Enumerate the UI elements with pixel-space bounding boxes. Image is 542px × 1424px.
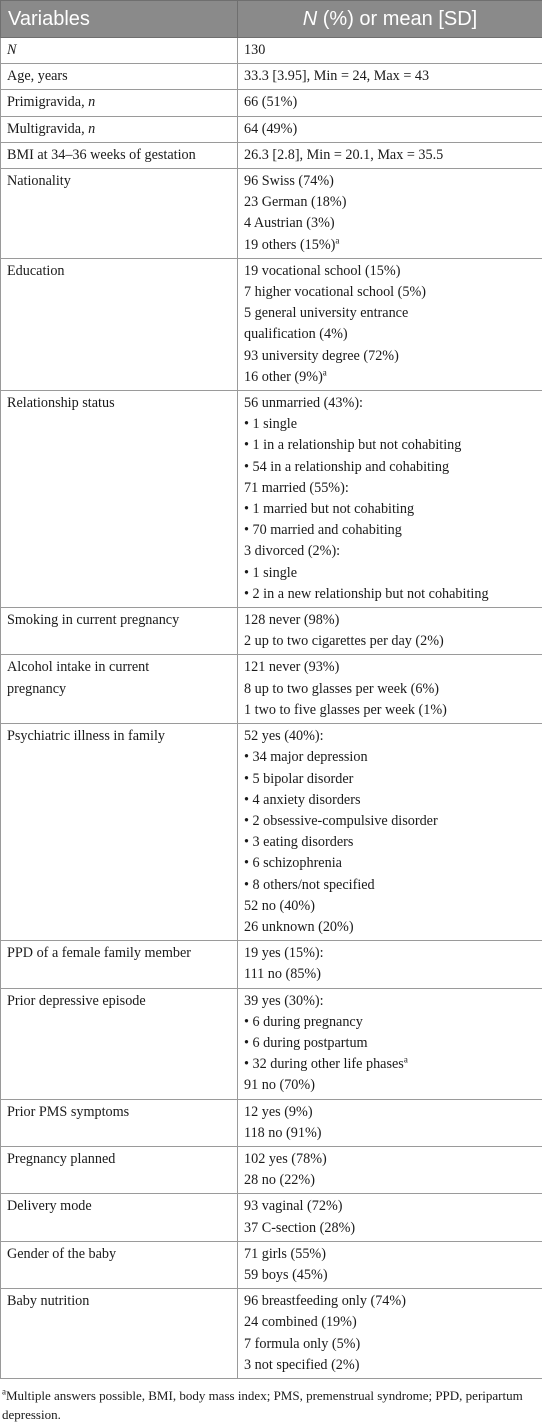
value-text: 7 higher vocational school (5%) <box>244 284 426 300</box>
value-line <box>244 1170 536 1191</box>
variable-cell <box>1 1289 238 1379</box>
value-line <box>244 1291 536 1312</box>
value-text: 16 other (9%) <box>244 369 323 385</box>
table-footnote <box>0 1379 542 1424</box>
variable-cell <box>1 988 238 1099</box>
table-row <box>1 169 542 259</box>
value-line <box>244 1265 536 1286</box>
value-line <box>244 92 536 113</box>
header-row <box>1 1 542 38</box>
variable-cell <box>1 391 238 608</box>
variable-label: Education <box>7 263 65 279</box>
value-cell <box>238 64 542 90</box>
footnote-mark: a <box>2 1387 6 1397</box>
value-text: 5 general university entrance <box>244 305 408 321</box>
value-text: 2 up to two cigarettes per day (2%) <box>244 633 444 649</box>
variable-cell <box>1 258 238 390</box>
value-line <box>244 875 536 896</box>
variable-cell <box>1 655 238 724</box>
header-rest: (%) or mean [SD] <box>317 8 477 30</box>
value-line <box>244 171 536 192</box>
value-cell <box>238 90 542 116</box>
header-values <box>238 1 542 38</box>
variable-label: Psychiatric illness in family <box>7 728 165 744</box>
variable-label: Relationship status <box>7 395 115 411</box>
value-text: 93 vaginal (72%) <box>244 1198 343 1214</box>
value-text: • 8 others/not specified <box>244 877 375 893</box>
value-line <box>244 1244 536 1265</box>
value-line <box>244 726 536 747</box>
variable-label: Smoking in current pregnancy <box>7 612 179 628</box>
value-line <box>244 832 536 853</box>
value-text: 7 formula only (5%) <box>244 1336 360 1352</box>
table-row <box>1 142 542 168</box>
value-line <box>244 896 536 917</box>
value-line <box>244 679 536 700</box>
table-row <box>1 258 542 390</box>
variable-cell <box>1 608 238 655</box>
value-text: 28 no (22%) <box>244 1172 315 1188</box>
value-text: 19 yes (15%): <box>244 945 324 961</box>
value-line <box>244 324 536 345</box>
variable-cell <box>1 1194 238 1241</box>
value-line <box>244 520 536 541</box>
value-line <box>244 282 536 303</box>
value-line <box>244 346 536 367</box>
value-text: 23 German (18%) <box>244 194 346 210</box>
value-cell <box>238 258 542 390</box>
table-body <box>1 38 542 1379</box>
value-line <box>244 657 536 678</box>
value-cell <box>238 1099 542 1146</box>
variable-cell <box>1 142 238 168</box>
variable-cell <box>1 64 238 90</box>
value-cell <box>238 142 542 168</box>
variable-label: Age, years <box>7 68 68 84</box>
value-text: 66 (51%) <box>244 94 297 110</box>
value-line <box>244 1149 536 1170</box>
value-text: 128 never (98%) <box>244 612 339 628</box>
value-text: 19 vocational school (15%) <box>244 263 400 279</box>
value-text: • 34 major depression <box>244 749 368 765</box>
value-text: 96 breastfeeding only (74%) <box>244 1293 406 1309</box>
value-text: 37 C-section (28%) <box>244 1220 355 1236</box>
value-line <box>244 631 536 652</box>
value-cell <box>238 1194 542 1241</box>
value-line <box>244 367 536 388</box>
variable-label-suffix: n <box>88 94 95 110</box>
value-line <box>244 541 536 562</box>
value-line <box>244 811 536 832</box>
value-text: • 3 eating disorders <box>244 834 353 850</box>
value-text: 96 Swiss (74%) <box>244 173 334 189</box>
table-row <box>1 655 542 724</box>
value-cell <box>238 608 542 655</box>
value-line <box>244 700 536 721</box>
value-line <box>244 964 536 985</box>
value-text: • 1 in a relationship but not cohabiting <box>244 437 461 453</box>
value-cell <box>238 1289 542 1379</box>
table-row <box>1 116 542 142</box>
variable-label: BMI at 34–36 weeks of gestation <box>7 147 196 163</box>
footnote-mark-a: a <box>404 1054 408 1064</box>
value-text: 4 Austrian (3%) <box>244 215 335 231</box>
value-text: • 70 married and cohabiting <box>244 522 402 538</box>
value-line <box>244 1102 536 1123</box>
value-text: 24 combined (19%) <box>244 1314 357 1330</box>
value-text: • 2 obsessive-compulsive disorder <box>244 813 438 829</box>
variable-cell <box>1 116 238 142</box>
value-line <box>244 1123 536 1144</box>
table-row <box>1 988 542 1099</box>
value-line <box>244 119 536 140</box>
table-row <box>1 941 542 988</box>
value-text: 71 girls (55%) <box>244 1246 326 1262</box>
value-text: 121 never (93%) <box>244 659 339 675</box>
value-line <box>244 1075 536 1096</box>
value-cell <box>238 1146 542 1193</box>
variable-label-line: pregnancy <box>7 679 231 700</box>
value-line <box>244 610 536 631</box>
value-line <box>244 213 536 234</box>
value-line <box>244 790 536 811</box>
value-text: 33.3 [3.95], Min = 24, Max = 43 <box>244 68 429 84</box>
value-text: 3 divorced (2%): <box>244 543 340 559</box>
value-line <box>244 747 536 768</box>
variable-cell <box>1 1099 238 1146</box>
value-line <box>244 40 536 61</box>
table-row <box>1 608 542 655</box>
value-text: 59 boys (45%) <box>244 1267 328 1283</box>
variable-cell <box>1 38 238 64</box>
variable-label: Baby nutrition <box>7 1293 89 1309</box>
value-line <box>244 1054 536 1075</box>
value-text: • 6 during postpartum <box>244 1035 368 1051</box>
value-line <box>244 563 536 584</box>
variable-label-suffix: n <box>88 121 95 137</box>
value-cell <box>238 655 542 724</box>
value-line <box>244 457 536 478</box>
value-line <box>244 853 536 874</box>
table-row <box>1 1099 542 1146</box>
variable-label: Nationality <box>7 173 71 189</box>
table-row <box>1 1241 542 1288</box>
value-text: • 2 in a new relationship but not cohabiting <box>244 586 489 602</box>
value-text: • 1 single <box>244 565 297 581</box>
value-line <box>244 1012 536 1033</box>
value-cell <box>238 1241 542 1288</box>
value-text: 118 no (91%) <box>244 1125 322 1141</box>
value-line <box>244 917 536 938</box>
variable-cell <box>1 90 238 116</box>
variable-label: Pregnancy planned <box>7 1151 115 1167</box>
value-line <box>244 414 536 435</box>
variable-label: Delivery mode <box>7 1198 92 1214</box>
variable-cell <box>1 941 238 988</box>
value-line <box>244 1312 536 1333</box>
variable-label: Prior PMS symptoms <box>7 1104 129 1120</box>
value-line <box>244 584 536 605</box>
value-text: 39 yes (30%): <box>244 993 324 1009</box>
table-row <box>1 1194 542 1241</box>
value-cell <box>238 169 542 259</box>
variable-cell <box>1 169 238 259</box>
variable-label: Gender of the baby <box>7 1246 116 1262</box>
variable-label: Primigravida, <box>7 94 88 110</box>
value-line <box>244 435 536 456</box>
value-cell <box>238 38 542 64</box>
value-line <box>244 991 536 1012</box>
variable-cell <box>1 724 238 941</box>
value-line <box>244 943 536 964</box>
value-line <box>244 1196 536 1217</box>
footnote-text: Multiple answers possible, BMI, body mass index; PMS, premenstrual syndrome; PPD, peripartum depression. <box>2 1388 523 1422</box>
value-text: 26.3 [2.8], Min = 20.1, Max = 35.5 <box>244 147 443 163</box>
header-variables: Variables <box>1 1 238 38</box>
value-line <box>244 261 536 282</box>
footnote-mark-a: a <box>323 367 327 377</box>
variable-label: PPD of a female family member <box>7 945 191 961</box>
value-text: 52 yes (40%): <box>244 728 324 744</box>
value-text: 3 not specified (2%) <box>244 1357 359 1373</box>
value-line <box>244 1033 536 1054</box>
table-row <box>1 90 542 116</box>
value-text: • 6 during pregnancy <box>244 1014 363 1030</box>
value-line <box>244 1218 536 1239</box>
value-line <box>244 499 536 520</box>
value-line <box>244 769 536 790</box>
variable-cell <box>1 1241 238 1288</box>
table-row <box>1 724 542 941</box>
value-line <box>244 66 536 87</box>
table-row <box>1 38 542 64</box>
value-line <box>244 303 536 324</box>
table-row <box>1 1146 542 1193</box>
footnote-mark-a: a <box>335 235 339 245</box>
value-text: 8 up to two glasses per week (6%) <box>244 681 439 697</box>
value-line <box>244 145 536 166</box>
variable-label-line: Alcohol intake in current <box>7 657 231 678</box>
value-text: • 1 single <box>244 416 297 432</box>
value-text: 19 others (15%) <box>244 237 335 253</box>
value-line <box>244 1334 536 1355</box>
value-cell <box>238 724 542 941</box>
value-text: 1 two to five glasses per week (1%) <box>244 702 447 718</box>
value-line <box>244 478 536 499</box>
variable-cell <box>1 1146 238 1193</box>
value-text: 71 married (55%): <box>244 480 349 496</box>
value-text: 130 <box>244 42 265 58</box>
value-cell <box>238 988 542 1099</box>
value-line <box>244 393 536 414</box>
value-cell <box>238 941 542 988</box>
value-text: 111 no (85%) <box>244 966 321 982</box>
value-cell <box>238 391 542 608</box>
value-text: • 6 schizophrenia <box>244 855 342 871</box>
value-text: 56 unmarried (43%): <box>244 395 363 411</box>
value-text: • 1 married but not cohabiting <box>244 501 414 517</box>
value-text: 64 (49%) <box>244 121 297 137</box>
value-text: 52 no (40%) <box>244 898 315 914</box>
table-row <box>1 391 542 608</box>
value-line <box>244 235 536 256</box>
value-cell <box>238 116 542 142</box>
value-text: • 4 anxiety disorders <box>244 792 360 808</box>
table-row <box>1 1289 542 1379</box>
value-text: qualification (4%) <box>244 326 348 342</box>
value-text: 12 yes (9%) <box>244 1104 313 1120</box>
value-text: 26 unknown (20%) <box>244 919 354 935</box>
value-line <box>244 192 536 213</box>
value-text: • 5 bipolar disorder <box>244 771 353 787</box>
value-line <box>244 1355 536 1376</box>
variable-label-italic: N <box>7 42 16 58</box>
header-n: N <box>303 8 317 30</box>
value-text: 91 no (70%) <box>244 1077 315 1093</box>
value-text: • 32 during other life phases <box>244 1056 404 1072</box>
variable-label: Multigravida, <box>7 121 88 137</box>
variable-label: Prior depressive episode <box>7 993 146 1009</box>
value-text: • 54 in a relationship and cohabiting <box>244 459 449 475</box>
value-text: 93 university degree (72%) <box>244 348 399 364</box>
value-text: 102 yes (78%) <box>244 1151 327 1167</box>
table-row <box>1 64 542 90</box>
